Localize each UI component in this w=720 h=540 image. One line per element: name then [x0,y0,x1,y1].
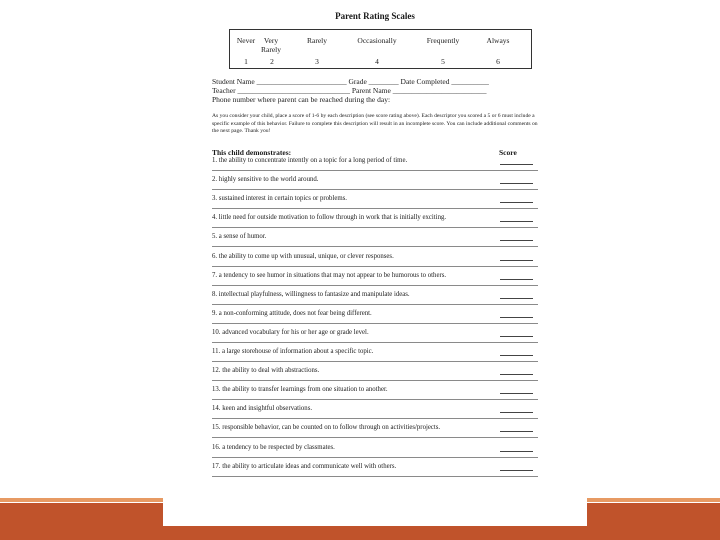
score-blank[interactable] [500,221,533,222]
scale-label: Always [486,36,510,45]
rating-item: 10. advanced vocabulary for his or her age or grade level. [212,328,369,336]
scale-label: Very Rarely [261,36,281,54]
instructions-text: As you consider your child, place a score of 1-6 by each description (see score rating above). Each descriptor you scored a 5 or 6 must include a specific example of this behavior. Failure to complete this description will result in an incomplete score. You can include additional comments on the next page. Thank you! [212,113,538,135]
row-divider [212,457,538,458]
scale-label: Rarely [307,36,327,45]
rating-scale-box [229,29,532,69]
row-divider [212,323,538,324]
document-page [163,0,587,526]
rating-item: 17. the ability to articulate ideas and communicate well with others. [212,462,397,470]
rating-item: 13. the ability to transfer learnings from one situation to another. [212,386,388,394]
scale-number: 2 [270,57,274,66]
rating-item: 14. keen and insightful observations. [212,405,313,413]
rating-item: 9. a non-conforming attitude, does not fear being different. [212,309,372,317]
score-blank[interactable] [500,164,533,165]
scale-label: Never [236,36,256,45]
phone-line: Phone number where parent can be reached during the day: [212,95,391,104]
section-header: This child demonstrates: [212,148,292,157]
score-blank[interactable] [500,317,533,318]
row-divider [212,476,538,477]
score-blank[interactable] [500,470,533,471]
row-divider [212,304,538,305]
scale-number: 3 [315,57,319,66]
score-blank[interactable] [500,431,533,432]
rating-item: 12. the ability to deal with abstractions. [212,367,320,375]
rating-item: 11. a large storehouse of information about a specific topic. [212,348,374,355]
row-divider [212,437,538,438]
score-header: Score [499,148,517,157]
rating-item: 16. a tendency to be respected by classmates. [212,443,335,451]
row-divider [212,208,538,209]
rating-item: 6. the ability to come up with unusual, unique, or clever responses. [212,252,394,260]
rating-item: 8. intellectual playfulness, willingness to fantasize and manipulate ideas. [212,290,410,298]
row-divider [212,170,538,171]
score-blank[interactable] [500,451,533,452]
scale-number: 4 [375,57,379,66]
row-divider [212,342,538,343]
row-divider [212,285,538,286]
document-title: Parent Rating Scales [335,11,415,21]
scale-label: Occasionally [357,36,397,45]
row-divider [212,266,538,267]
row-divider [212,380,538,381]
score-blank[interactable] [500,183,533,184]
score-blank[interactable] [500,355,533,356]
score-blank[interactable] [500,336,533,337]
rating-item: 15. responsible behavior, can be counted on to follow through on activities/projects. [212,424,441,432]
score-blank[interactable] [500,279,533,280]
rating-item: 4. little need for outside motivation to follow through in work that is initially exciting. [212,214,447,222]
score-blank[interactable] [500,240,533,241]
row-divider [212,399,538,400]
score-blank[interactable] [500,298,533,299]
row-divider [212,189,538,190]
score-blank[interactable] [500,260,533,261]
rating-item: 3. sustained interest in certain topics or problems. [212,195,347,203]
score-blank[interactable] [500,412,533,413]
scale-number: 1 [244,57,248,66]
rating-item: 2. highly sensitive to the world around. [212,176,319,184]
rating-item: 5. a sense of humor. [212,233,267,241]
scale-number: 5 [441,57,445,66]
row-divider [212,227,538,228]
score-blank[interactable] [500,393,533,394]
score-blank[interactable] [500,374,533,375]
rating-item: 1. the ability to concentrate intently on a topic for a long period of time. [212,157,408,164]
student-info-line: Student Name ________________________ Grade ________ Date Completed __________ [212,77,489,86]
row-divider [212,418,538,419]
row-divider [212,361,538,362]
score-blank[interactable] [500,202,533,203]
teacher-parent-line: Teacher ______________________________ Parent Name _________________________ [212,86,487,95]
scale-label: Frequently [426,36,460,45]
scale-number: 6 [496,57,500,66]
rating-item: 7. a tendency to see humor in situations that may not appear to be humorous to others. [212,271,447,279]
row-divider [212,246,538,247]
